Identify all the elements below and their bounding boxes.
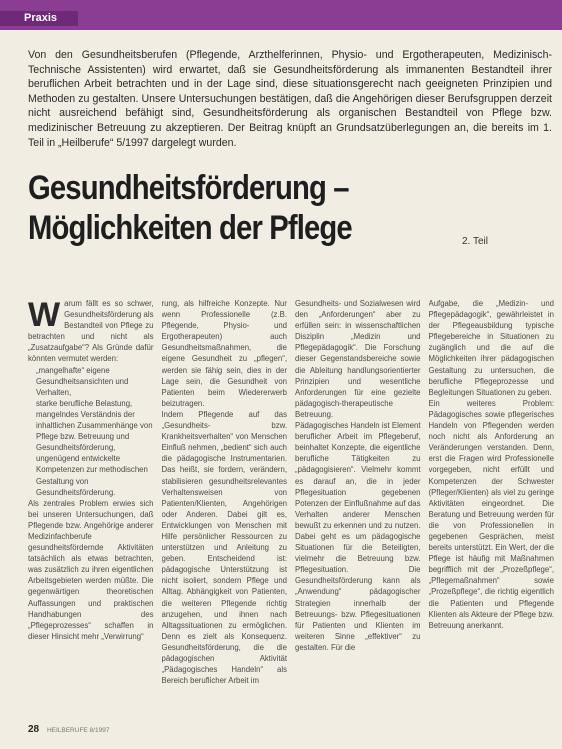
column-4-paragraph-1: Aufgabe, die „Medizin- und Pflegepädagogik“, gewährleistet in der Pflegeausbildung typische Pflegebereiche in Situationen zu zugänglich und die auf die Möglichkeiten ihrer pädagogischen Gestaltung zu untersuchen, die berufliche Pflegeprozesse und Begleitungen Situationen zu geben. (428, 299, 554, 397)
page-footer (28, 724, 554, 736)
column-1-paragraph-1: arum fällt es so schwer, Gesundheitsförderung als Bestandteil von Pflege zu betrachten und nicht als „Zusatzaufgabe“? Als Gründe dafür könnten vermutet werden: (28, 299, 154, 364)
column-1-paragraph-2: Als zentrales Problem erwies sich bei unseren Untersuchungen, daß Pflegende bzw. Angehörige anderer Medizinfachberufe gesundheitsfördernde Aktivitäten tatsächlich als etwas betrachten, was zusätzlich zu ihren eigentlichen Arbeitsgebieten werden müßte. Die gegenwärtigen theoretischen Auffassungen und praktischen Handhabungen des „Pflegeprozesses“ schaffen in dieser Hinsicht mehr „Verwirrung“ (28, 498, 154, 641)
list-item: • „mangelhafte“ eigene Gesundheitsansichten und Verhalten, (36, 365, 154, 398)
reasons-list (28, 365, 154, 498)
column-4 (429, 298, 555, 716)
part-label: 2. Teil (462, 236, 488, 247)
headline-line-1: Gesundheitsförderung – (28, 169, 349, 207)
section-label: Praxis (0, 11, 78, 26)
article-columns (28, 298, 554, 716)
intro-paragraph: Von den Gesundheitsberufen (Pflegende, Arzthelferinnen, Physio- und Ergotherapeuten, Medizinisch-Technische Assistenten) wird erwartet, daß sie Gesundheitsförderung als immanenten Bestandteil ihrer beruflichen Arbeit betrachten und in der Lage sind, diese situationsgerecht nach geeigneten Prinzipien und Methoden zu gestalten. Unsere Untersuchungen bestätigen, daß die Angehörigen dieser Berufsgruppen derzeit nicht ausreichend befähigt sind, Gesundheitsförderung als organischen Bestandteil von Pflege bzw. medizinischer Betreuung zu akzeptieren. Der Beitrag knüpft an Grundsatzüberlegungen an, die bereits im 1. Teil in „Heilberufe“ 5/1997 dargelegt wurden. (28, 49, 552, 149)
header-band (0, 0, 562, 30)
headline-line-2: Möglichkeiten der Pflege (28, 209, 352, 247)
column-4-paragraph-2: Ein weiteres Problem: Pädagogisches sowie pflegerisches Handeln von Pflegenden werden noch nicht als Anforderung an Veränderungen verstanden. Denn, erst die Fragen wird Professionelle vorgegeben, nicht erfüllt und Kompetenzen der Schwester (Pfleger/Klienten) als viel zu geringe Aktivitäten eingeordnet. Die Beratung und Betreuung werden für die von Professionellen in gegebenen Gesprächen, meist bereits unterstützt. Ein Wert, der die Pflege ist häufig mit Maßnahmen begrifflich mit der „Prozeßpflege“, „Pflegemaßnahmen“ sowie „Prozeßpflege“, die richtig eigentlich die Patienten und Pflegende Klienten als Akteure der Pflege bzw. Betreuung anerkannt. (428, 398, 554, 630)
publication-name: HEILBERUFE 8/1997 (46, 727, 110, 734)
drop-cap: W (28, 298, 61, 334)
column-1-opening (28, 298, 154, 365)
list-item: • starke berufliche Belastung, (36, 398, 154, 409)
column-3-paragraph-2: Pädagogisches Handeln ist Element beruflicher Arbeit im Pflegeberuf, beinhaltet Konzepte, die eigentliche berufliche Tätigkeiten zu „pädagogisieren“. Vielmehr kommt es darauf an, die in jeder Pflegesituation gegebenen Potenzen der Einflußnahme auf das Verhalten anderer Menschen bewußt zu erkennen und zu nutzen. Dabei geht es um pädagogische Situationen für die Beteiligten, vielmehr die Betreuung bzw. Pflegesituation. Die Gesundheitsförderung kann als „Anwendung“ pädagogischer Strategien innerhalb der Betreuungs- bzw. Pflegesituationen für Patienten und Klienten im weiteren Sinne „effektiver“ zu gestalten. Für die (295, 421, 421, 652)
column-3 (295, 298, 421, 716)
column-2-paragraph-2: Indem Pflegende auf das „Gesundheits- bzw. Krankheitsverhalten“ von Menschen Einfluß nehmen, „bedient“ sich auch die pädagogische Instrumentarien. Das heißt, sie fordern, verändern, stabilisieren gesundheitsrelevantes Verhaltensweisen von Patienten/Klienten, Angehörigen oder Anderen. Dabei gilt es, Entwicklungen von Menschen mit Hilfe persönlicher Ressourcen zu unterstützen und Anleitung zu geben. Entscheidend ist: pädagogische Unterstützung ist nicht isoliert, sondern Pflege und Alltag. Abhängigkeit von Patienten, die weiteren Pflegende richtig anzugehen, und ihnen nach Alltagssituationen zu ermöglichen. Denn es zielt als Konsequenz. Gesundheitsförderung, die die pädagogischen Aktivität „Pädagogisches Handeln“ als Bereich beruflicher Arbeit im (161, 409, 287, 686)
column-2 (162, 298, 288, 716)
list-item: • ungenügend entwickelte Kompetenzen zur methodischen Gestaltung von Gesundheitsförderung. (36, 453, 154, 497)
column-1 (28, 298, 154, 716)
column-2-paragraph-1: rung, als hilfreiche Konzepte. Nur wenn Professionelle (z.B. Pflegende, Physio- und Ergotherapeuten) auch Gesundheitsmaßnahmen, die eigene Gesundheit zu „pflegen“, werden sie fähig sein, dies in der Lage sein, die Gesundheit von Patienten beim Wiedererwerb beizutragen. (161, 299, 287, 408)
column-3-paragraph-1: Gesundheits- und Sozialwesen wird den „Anforderungen“ aber zu erfüllen sein: in wissenschaftlichen Disziplin „Medizin und Pflegepädagogik“. Die Forschung dieser Gegenstandsbereiche sowie die Ableitung handlungsorientierter Prinzipien und wesentliche Anforderungen für eine gezielte pädagogisch-therapeutische Betreuung. (295, 299, 421, 419)
list-item: • mangelndes Verständnis der inhaltlichen Zusammenhänge von Pflege bzw. Betreuung und Gesundheitsförderung, (36, 409, 154, 453)
page-number: 28 (28, 724, 40, 735)
article-headline (28, 168, 484, 248)
